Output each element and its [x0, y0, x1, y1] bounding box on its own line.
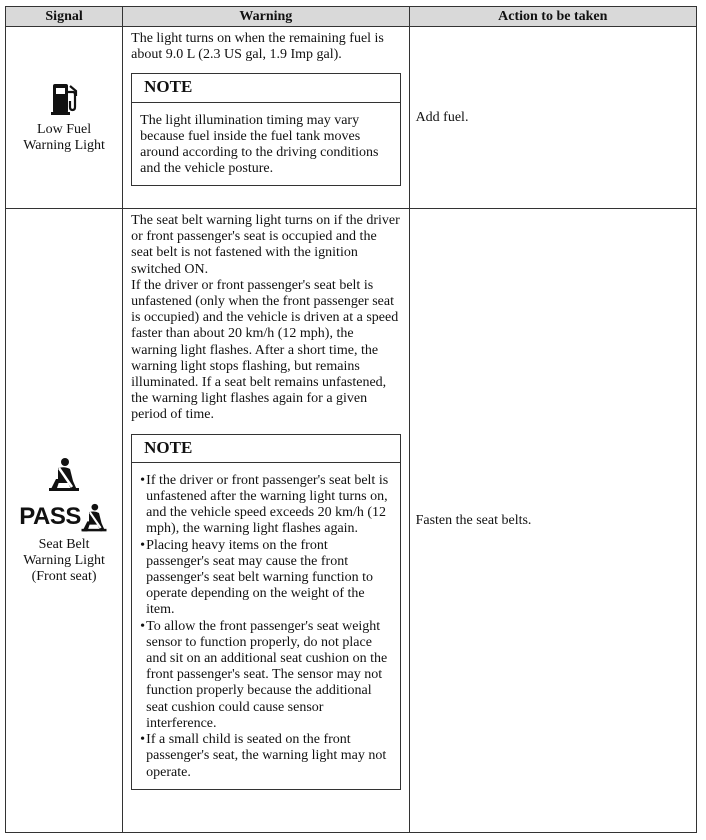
pass-indicator [6, 503, 122, 529]
signal-cell-seat-belt [6, 209, 123, 833]
warning-cell-seat-belt [123, 209, 409, 833]
note-item-text: If the driver or front passenger's seat belt is unfastened after the warning light turns on, and the vehicle speed exceeds 20 km/h (12 mph), the warning light flashes again. [146, 472, 389, 537]
signal-label-line1: Low Fuel [37, 121, 92, 137]
bullet-glyph: • [140, 732, 146, 748]
list-item [140, 732, 391, 781]
note-item-text: If a small child is seated on the front passenger's seat, the warning light may not operate. [146, 732, 387, 780]
signal-label-line2: Warning Light [23, 552, 105, 568]
header-warning: Warning [123, 7, 409, 27]
note-title: NOTE [132, 435, 399, 463]
note-item-text: Placing heavy items on the front passenger's seat may cause the front passenger's seat belt warning function to operate depending on the weight of the item. [146, 537, 374, 618]
list-item [140, 473, 391, 538]
header-action: Action to be taken [409, 7, 696, 27]
warning-text: The light turns on when the remaining fuel is about 9.0 L (2.3 US gal, 1.9 Imp gal). [131, 31, 384, 63]
action-cell-seat-belt: Fasten the seat belts. [409, 209, 696, 833]
signal-label-line2: Warning Light [23, 137, 105, 153]
signal-label-line3: (Front seat) [31, 568, 97, 584]
note-box [131, 73, 400, 186]
bullet-glyph: • [140, 618, 146, 634]
note-item-text: To allow the front passenger's seat weight sensor to function properly, do not place and sit on an additional seat cushion on the front passenger's seat. The sensor may not function properly because the additional seat cushion could cause sensor interference. [146, 618, 388, 731]
action-cell-low-fuel: Add fuel. [409, 27, 696, 209]
passenger-seatbelt-icon [79, 503, 109, 533]
warning-paragraph-2: If the driver or front passenger's seat belt is unfastened (only when the front passenger seat is occupied) and the vehicle is driven at a speed faster than about 20 km/h (12 mph), the warning light flashes. After a short time, the warning light stops flashing, but remains illuminated. If a seat belt remains unfastened, the warning light flashes again for a given period of time. [131, 277, 399, 423]
note-title: NOTE [132, 74, 399, 102]
list-item [140, 619, 391, 732]
table-row-low-fuel [6, 27, 697, 209]
warning-paragraph-1: The seat belt warning light turns on if the driver or front passenger's seat is occupied and the seat belt is not fastened with the ignition switched ON. [131, 213, 400, 277]
fuel-pump-icon [49, 82, 79, 116]
header-signal: Signal [6, 7, 123, 27]
warning-cell-low-fuel [123, 27, 409, 209]
signal-cell-low-fuel [6, 27, 123, 209]
table-row-seat-belt [6, 209, 697, 833]
note-box [131, 434, 400, 790]
bullet-glyph: • [140, 472, 146, 488]
list-item [140, 538, 391, 619]
note-body [132, 463, 399, 789]
signal-label-line1: Seat Belt [38, 536, 90, 552]
note-text: The light illumination timing may vary because fuel inside the fuel tank moves around according to the driving conditions and the vehicle posture. [140, 112, 379, 177]
header-row [6, 7, 697, 27]
seatbelt-icon [46, 457, 82, 493]
bullet-glyph: • [140, 537, 146, 553]
warning-lights-table [5, 6, 697, 833]
pass-label: PASS [19, 502, 81, 530]
